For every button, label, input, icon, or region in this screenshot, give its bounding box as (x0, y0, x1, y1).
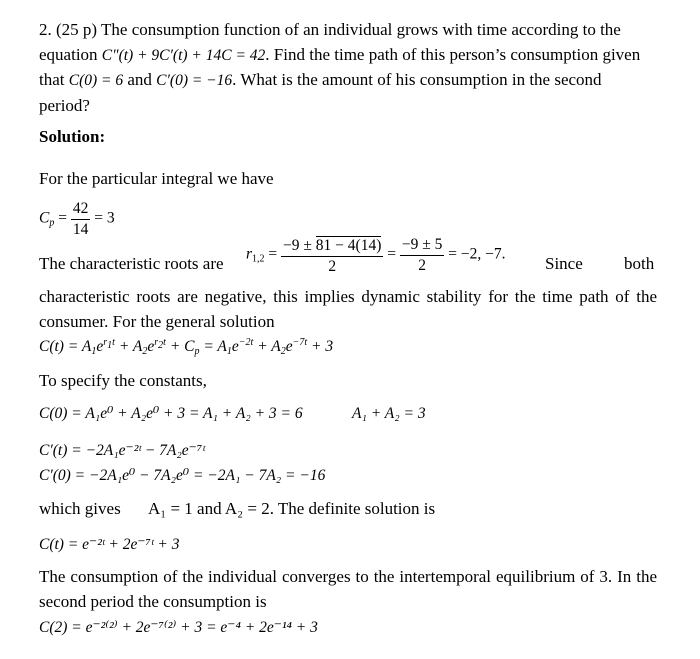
stability-text: characteristic roots are negative, this implies dynamic stability for the time path of the consumer. For the general solution (39, 287, 657, 331)
initial-condition-1: C(0) = 6 (68, 72, 124, 89)
roots-text: The characteristic roots are (39, 254, 224, 273)
sqrt-icon: 81 − 4(14) (315, 237, 382, 254)
definite-solution: C(t) = e⁻²ᵗ + 2e⁻⁷ᵗ + 3 (39, 536, 180, 553)
c0-result: A₁ + A₂ = 3 (352, 405, 426, 422)
second-period-consumption: C(2) = e⁻²⁽²⁾ + 2e⁻⁷⁽²⁾ + 3 = e⁻⁴ + 2e⁻¹⁴ + 3 (39, 619, 318, 636)
roots-equation: $r_{1,2}$ = $\frac{-9 \pm 81 - 4(14)}{2}$ = $\frac{-9 \pm 5}{2}$ = −2, −7. (246, 236, 506, 275)
general-solution: $C(t) = A_1e^{r_1t} + A_2e^{r_2t} + C_p = A_1e^{-2t} + A_2e^{-7t} + 3$ (39, 337, 334, 357)
gives-values: A₁ = 1 and A₂ = 2. The definite solution is (148, 499, 436, 518)
constants-intro: To specify the constants, (39, 371, 207, 390)
cprime0-equation: C′(0) = −2A₁e⁰ − 7A₂e⁰ = −2A₁ − 7A₂ = −16 (39, 467, 326, 484)
problem-statement: 2. (25 p) The consumption function of an individual grows with time according to the equation C″(t) + 9C′(t) + 14C = 42. Find the time path of this person’s consumption given that C(0) = 6 and C′(0) = −16. What is the amount of his consumption in the second period? (39, 20, 641, 115)
particular-intro: For the particular integral we have (39, 169, 274, 188)
gives-text: which gives (39, 499, 121, 518)
differential-equation: C″(t) + 9C′(t) + 14C = 42 (101, 46, 266, 64)
document-page: 2. (25 p) The consumption function of an individual grows with time according to the equation C″(t) + 9C′(t) + 14C = 42. Find the time path of this person’s consumption given that C(0) = 6 and C′(0) = −16. What is the amount of his consumption in the second period? Solution: For the particular integral we have $C_p$ = $\frac{42}{14}$ = 3 The characteristic roots are $r_{1,2}$ = $\frac{-9 \pm 81 - 4(14)}{2}$ = $\frac{-9 \pm 5}{2}$ = −2, −7. Since both characteristic roots are negative, this implies dynamic stability for the time path of the consumer. For the general solution $C(t) = A_1e^{r_1t} + A_2e^{r_2t} + C_p = A_1e^{-2t} + A_2e^{-7t} + 3$ To specify the constants, C(0) = A₁e⁰ + A₂e⁰ + 3 = A₁ + A₂ + 3 = 6 A₁ + A₂ = 3 C′(t) = −2A₁e⁻²ᵗ − 7A₂e⁻⁷ᵗ C′(0) = −2A₁e⁰ − 7A₂e⁰ = −2A₁ − 7A₂ = −16 which gives A₁ = 1 and A₂ = 2. The definite solution is C(t) = e⁻²ᵗ + 2e⁻⁷ᵗ + 3 The consumption of the individual converges to the intertemporal equilibrium of 3. In the second period the consumption is C(2) = e⁻²⁽²⁾ + 2e⁻⁷⁽²⁾ + 3 = e⁻⁴ + 2e⁻¹⁴ + 3 (39, 20, 657, 636)
particular-integral-equation: $C_p$ = $\frac{42}{14}$ = 3 (39, 200, 115, 238)
c0-equation: C(0) = A₁e⁰ + A₂e⁰ + 3 = A₁ + A₂ + 3 = 6 (39, 405, 303, 422)
initial-condition-2: C′(0) = −16 (156, 72, 233, 89)
solution-heading: Solution: (39, 127, 106, 146)
cprime-equation: C′(t) = −2A₁e⁻²ᵗ − 7A₂e⁻⁷ᵗ (39, 442, 205, 459)
convergence-text: The consumption of the individual converges to the intertemporal equilibrium of 3. In the second period the consumption is (39, 567, 657, 611)
